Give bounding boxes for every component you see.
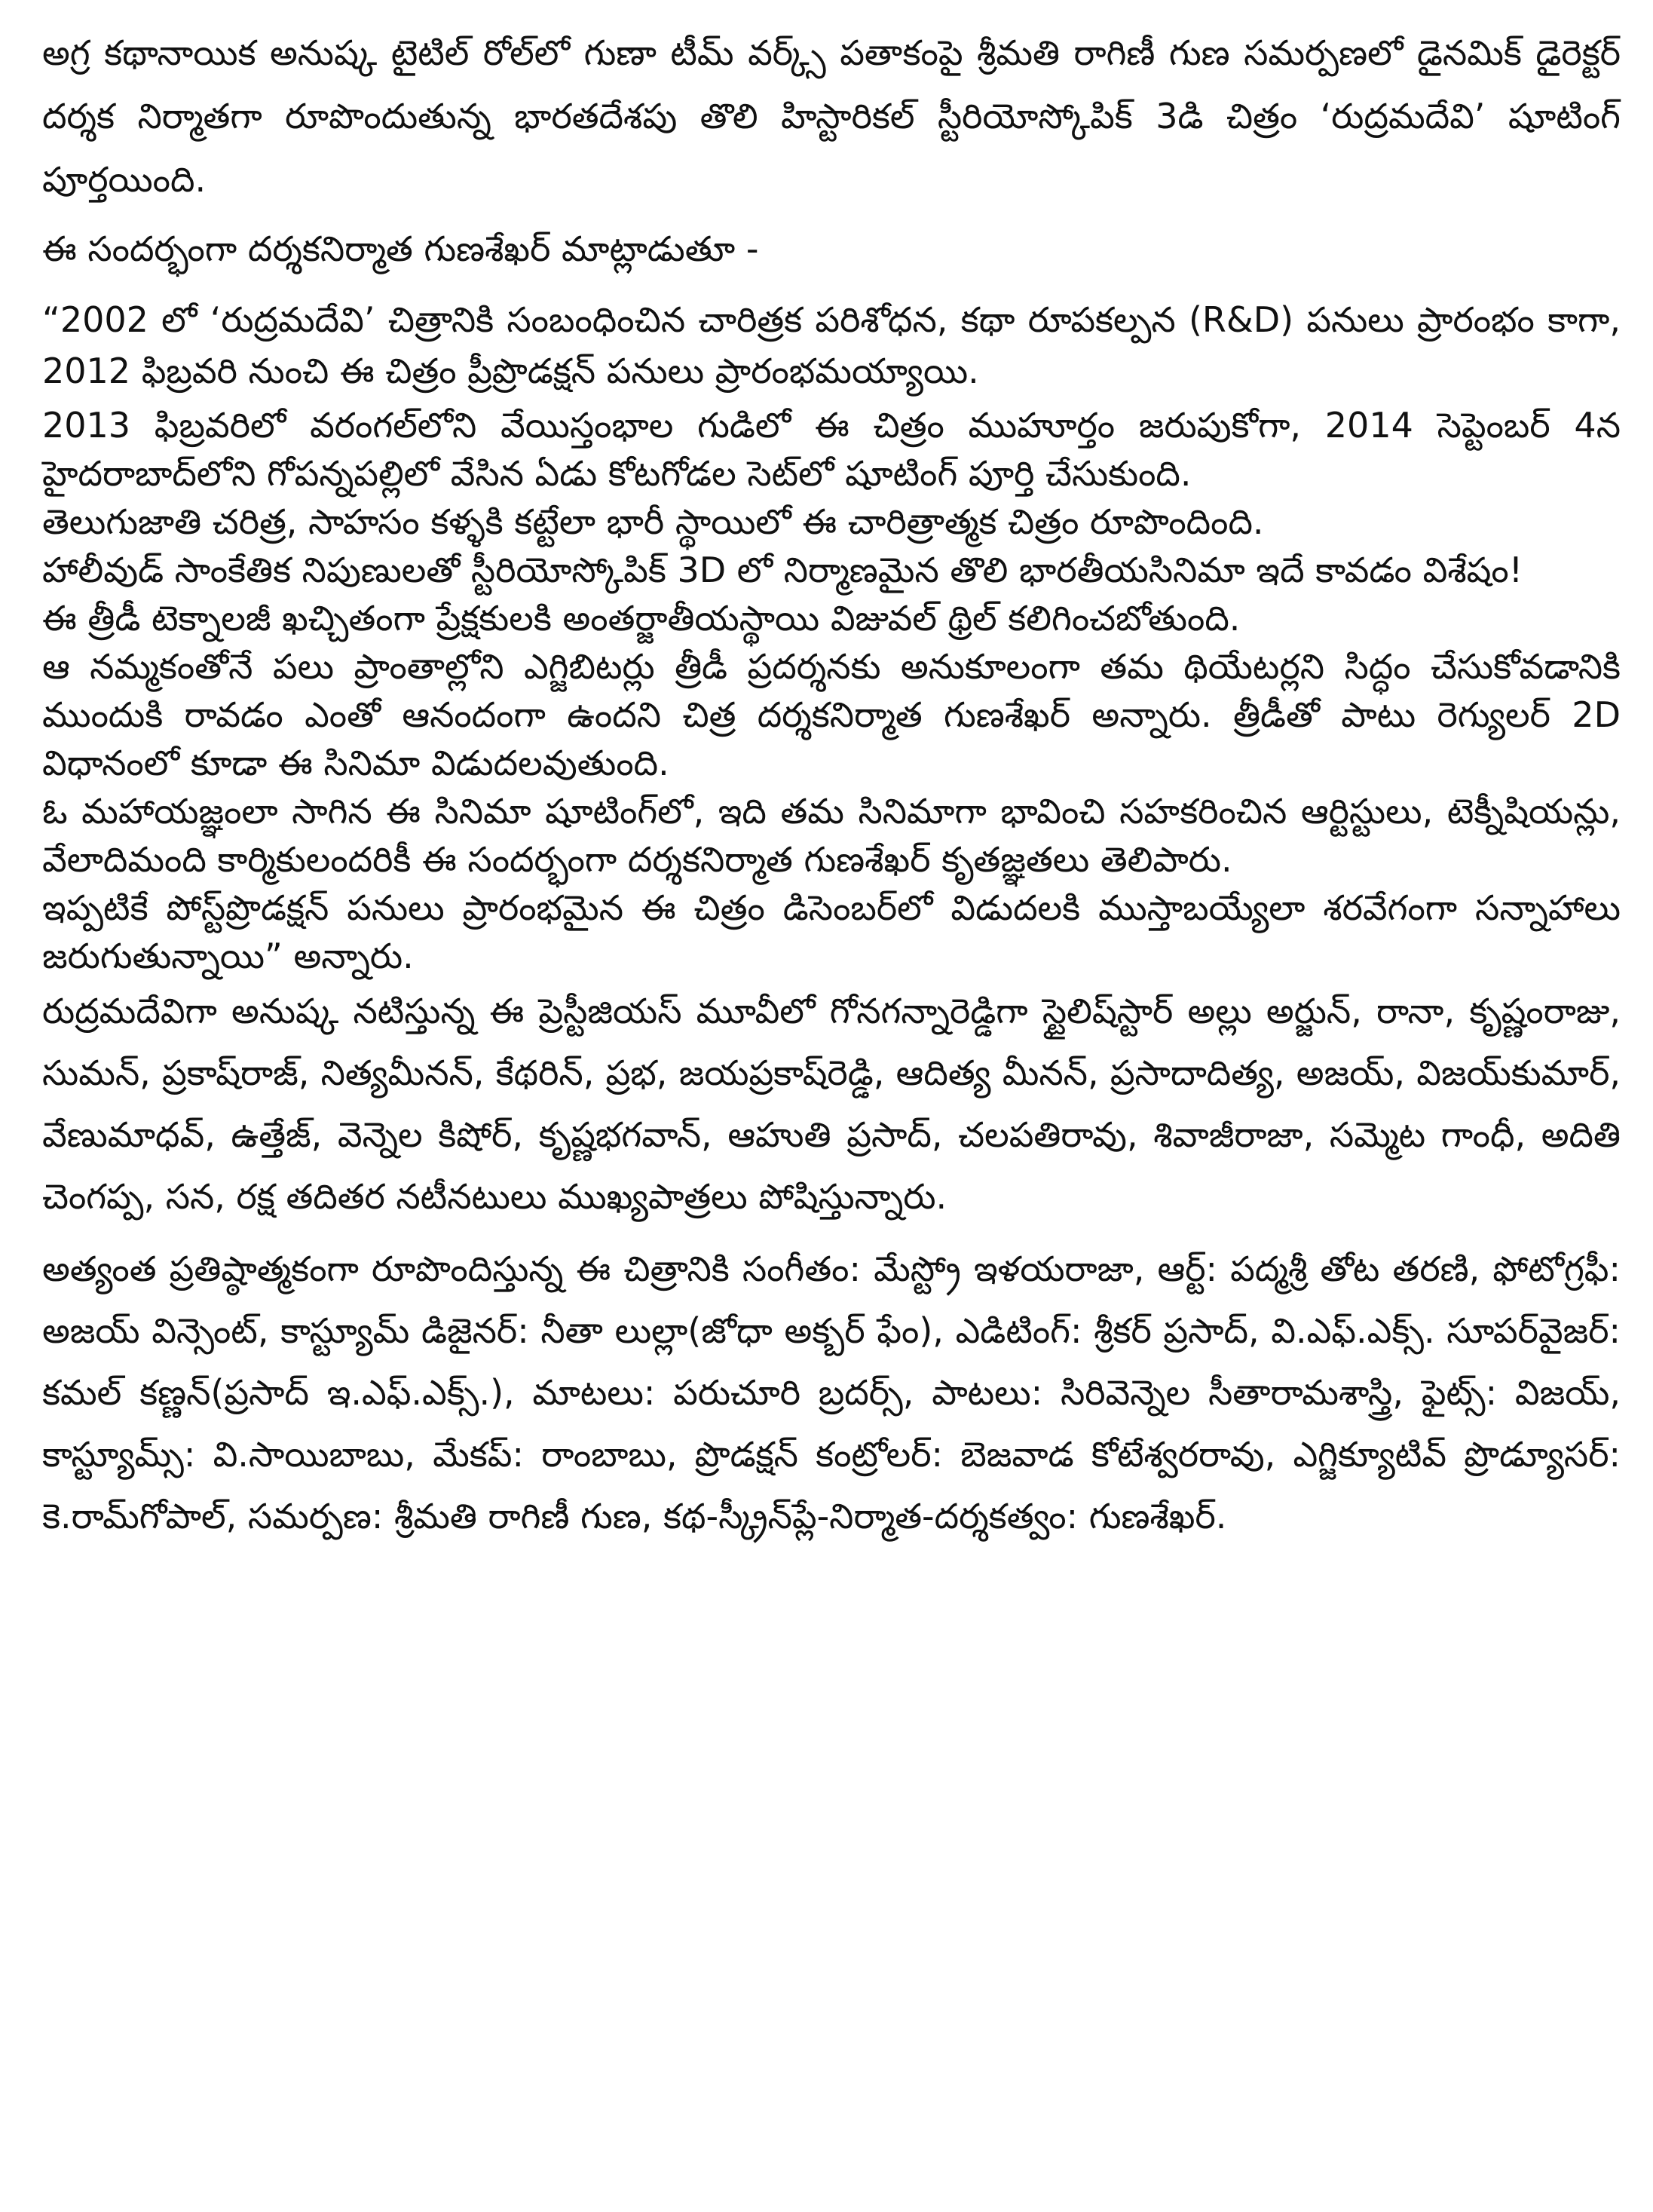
press-release-document — [42, 21, 1621, 1547]
paragraph-exhibitors: ఆ నమ్మకంతోనే పలు ప్రాంతాల్లోని ఎగ్జిబిటర్లు త్రీడీ ప్రదర్శనకు అనుకూలంగా తమ థియేటర్లని సిద్ధం చేసుకోవడానికి ముందుకి రావడం ఎంతో ఆనందంగా ఉందని చిత్ర దర్శకనిర్మాత గుణశేఖర్ అన్నారు. త్రీడీతో పాటు రెగ్యులర్ 2D విధానంలో కూడా ఈ సినిమా విడుదలవుతుంది. — [42, 646, 1621, 783]
paragraph-shooting-completed: అగ్ర కథానాయిక అనుష్క టైటిల్ రోల్‌లో గుణా టీమ్ వర్క్స్ పతాకంపై శ్రీమతి రాగిణీ గుణ సమర్పణలో డైనమిక్ డైరెక్టర్ దర్శక నిర్మాతగా రూపొందుతున్న భారతదేశపు తొలి హిస్టారికల్ స్టీరియోస్కోపిక్ 3డి చిత్రం ‘రుద్రమదేవి’ షూటింగ్ పూర్తయింది. — [42, 32, 1621, 200]
paragraph-telugu-history: తెలుగుజాతి చరిత్ర, సాహసం కళ్ళకి కట్టేలా భారీ స్థాయిలో ఈ చారిత్రాత్మక చిత్రం రూపొందింది. — [42, 501, 1264, 542]
paragraph-cast: రుద్రమదేవిగా అనుష్క నటిస్తున్న ఈ ప్రెస్టీజియస్ మూవీలో గోనగన్నారెడ్డిగా స్టైలిష్‌స్టార్ అల్లు అర్జున్, రానా, కృష్ణంరాజు, సుమన్, ప్రకాష్‌రాజ్, నిత్యమీనన్, కేథరిన్, ప్రభ, జయప్రకాష్‌రెడ్డి, ఆదిత్య మీనన్, ప్రసాదాదిత్య, అజయ్, విజయ్‌కుమార్, వేణుమాధవ్, ఉత్తేజ్, వెన్నెల కిషోర్, కృష్ణభగవాన్, ఆహుతి ప్రసాద్, చలపతిరావు, శివాజీరాజా, సమ్మెట గాంధీ, అదితి చెంగప్ప, సన, రక్ష తదితర నటీనటులు ముఖ్యపాత్రలు పోషిస్తున్నారు. — [42, 991, 1621, 1217]
paragraph-hollywood-technicians: హాలీవుడ్ సాంకేతిక నిపుణులతో స్టీరియోస్కోపిక్ 3D లో నిర్మాణమైన తొలి భారతీయసినిమా ఇదే కావడం విశేషం! — [42, 550, 1523, 590]
paragraph-director-intro: ఈ సందర్భంగా దర్శకనిర్మాత గుణశేఖర్ మాట్లాడుతూ - — [42, 228, 759, 269]
paragraph-crew: అత్యంత ప్రతిష్ఠాత్మకంగా రూపొందిస్తున్న ఈ చిత్రానికి సంగీతం: మేస్ట్రో ఇళయరాజా, ఆర్ట్: పద్మశ్రీ తోట తరణి, ఫోటోగ్రఫీ: అజయ్ విన్సెంట్, కాస్ట్యూమ్ డిజైనర్: నీతా లుల్లా(జోధా అక్బర్ ఫేం), ఎడిటింగ్: శ్రీకర్ ప్రసాద్, వి.ఎఫ్.ఎక్స్. సూపర్‌వైజర్: కమల్ కణ్ణన్(ప్రసాద్ ఇ.ఎఫ్.ఎక్స్.), మాటలు: పరుచూరి బ్రదర్స్, పాటలు: సిరివెన్నెల సీతారామశాస్త్రి, ఫైట్స్: విజయ్, కాస్ట్యూమ్స్: వి.సాయిబాబు, మేకప్: రాంబాబు, ప్రొడక్షన్ కంట్రోలర్: బెజవాడ కోటేశ్వరరావు, ఎగ్జిక్యూటివ్ ప్రొడ్యూసర్: కె.రామ్‌గోపాల్, సమర్పణ: శ్రీమతి రాగిణీ గుణ, కథ-స్క్రీన్‌ప్లే-నిర్మాత-దర్శకత్వం: గుణశేఖర్. — [42, 1248, 1621, 1536]
paragraph-3d-thrill: ఈ త్రీడీ టెక్నాలజీ ఖచ్చితంగా ప్రేక్షకులకి అంతర్జాతీయస్థాయి విజువల్ థ్రిల్ కలిగించబోతుంది. — [42, 598, 1241, 639]
paragraph-research-history: “2002 లో ‘రుద్రమదేవి’ చిత్రానికి సంబంధించిన చారిత్రక పరిశోధన, కథా రూపకల్పన (R&D) పనులు ప్రారంభం కాగా, 2012 ఫిబ్రవరి నుంచి ఈ చిత్రం ప్రీప్రొడక్షన్ పనులు ప్రారంభమయ్యాయి. — [42, 299, 1621, 391]
paragraph-muhurtham-and-wrap: 2013 ఫిబ్రవరిలో వరంగల్‌లోని వేయిస్తంభాల గుడిలో ఈ చిత్రం ముహూర్తం జరుపుకోగా, 2014 సెప్టెంబర్ 4న హైదరాబాద్‌లోని గోపన్నపల్లిలో వేసిన ఏడు కోటగోడల సెట్‌లో షూటింగ్ పూర్తి చేసుకుంది. — [42, 405, 1621, 494]
paragraph-thanks: ఓ మహాయజ్ఞంలా సాగిన ఈ సినిమా షూటింగ్‌లో, ఇది తమ సినిమాగా భావించి సహకరించిన ఆర్టిస్టులు, టెక్నీషియన్లు, వేలాదిమంది కార్మికులందరికీ ఈ సందర్భంగా దర్శకనిర్మాత గుణశేఖర్ కృతజ్ఞతలు తెలిపారు. — [42, 791, 1621, 880]
paragraph-post-production: ఇప్పటికే పోస్ట్‌ప్రొడక్షన్ పనులు ప్రారంభమైన ఈ చిత్రం డిసెంబర్‌లో విడుదలకి ముస్తాబయ్యేలా శరవేగంగా సన్నాహాలు జరుగుతున్నాయి” అన్నారు. — [42, 887, 1621, 976]
